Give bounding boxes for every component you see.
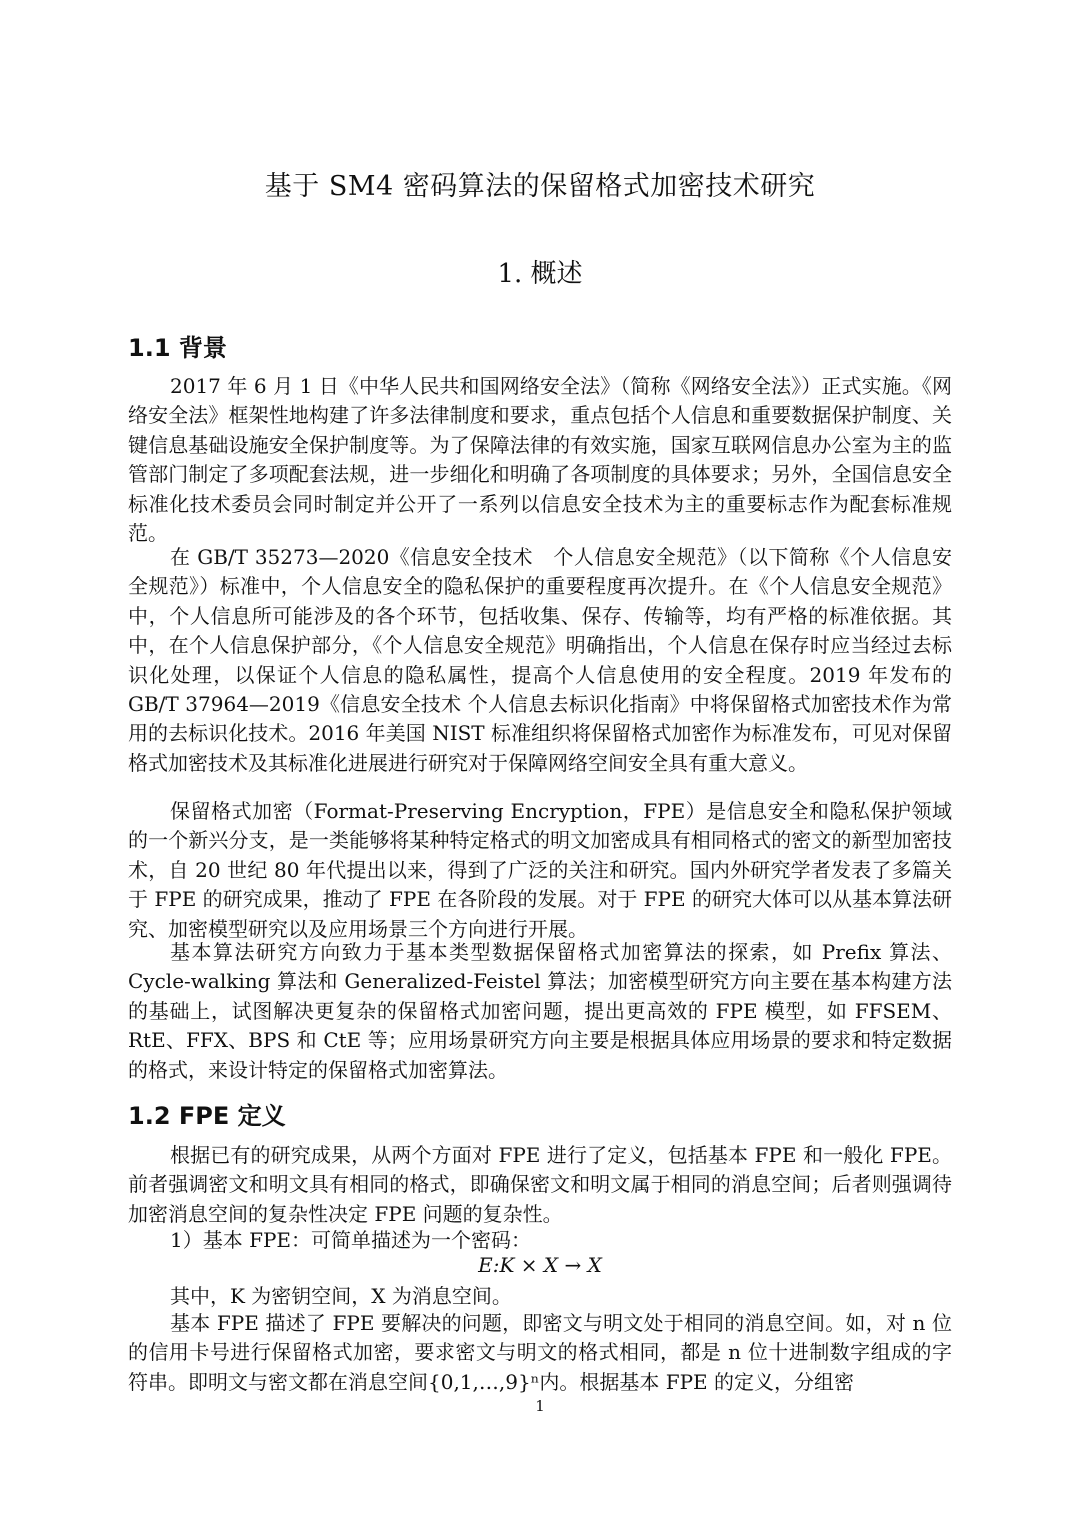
formula-basic-fpe: E:K × X → X xyxy=(478,1253,602,1277)
paragraph-background-1: 2017 年 6 月 1 日《中华人民共和国网络安全法》（简称《网络安全法》）正式实施。《网络安全法》框架性地构建了许多法律制度和要求，重点包括个人信息和重要数据保护制度、关键信息基础设施安全保护制度等。为了保障法律的有效实施，国家互联网信息办公室为主的监管部门制定了多项配套法规，进一步细化和明确了各项制度的具体要求；另外，全国信息安全标准化技术委员会同时制定并公开了一系列以信息安全技术为主的重要标志作为配套标准规范。 xyxy=(128,374,952,546)
paragraph-fpe-definition-2: 基本 FPE 描述了 FPE 要解决的问题，即密文与明文处于相同的消息空间。如，对 n 位的信用卡号进行保留格式加密，要求密文与明文的格式相同，都是 n 位十进制数字组成的字符串。即明文与密文都在消息空间{0,1,…,9}ⁿ内。根据基本 FPE 的定义，分组密 xyxy=(128,1311,952,1394)
document-title: 基于 SM4 密码算法的保留格式加密技术研究 xyxy=(264,171,816,202)
paragraph-background-2: 在 GB/T 35273—2020《信息安全技术 个人信息安全规范》（以下简称《个人信息安全规范》）标准中，个人信息安全的隐私保护的重要程度再次提升。在《个人信息安全规范》中，个人信息所可能涉及的各个环节，包括收集、保存、传输等，均有严格的标准依据。其中，在个人信息保护部分，《个人信息安全规范》明确指出，个人信息在保存时应当经过去标识化处理，以保证个人信息的隐私属性，提高个人信息使用的安全程度。2019 年发布的 GB/T 37964—2019《信息安全技术 个人信息去标识化指南》中将保留格式加密技术作为常用的去标识化技术。2016 年美国 NIST 标准组织将保留格式加密作为标准发布，可见对保留格式加密技术及其标准化进展进行研究对于保障网络空间安全具有重大意义。 xyxy=(128,545,952,775)
formula-explanation: 其中，K 为密钥空间，X 为消息空间。 xyxy=(170,1284,512,1308)
page-number: 1 xyxy=(535,1397,545,1415)
list-item-basic-fpe: 1）基本 FPE：可简单描述为一个密码： xyxy=(170,1228,532,1252)
paragraph-background-4: 基本算法研究方向致力于基本类型数据保留格式加密算法的探索，如 Prefix 算法、Cycle-walking 算法和 Generalized-Feistel 算法；加密模型研究方向主要在基本构建方法的基础上，试图解决更复杂的保留格式加密问题，提出更高效的 FPE 模型，如 FFSEM、RtE、FFX、BPS 和 CtE 等；应用场景研究方向主要是根据具体应用场景的要求和特定数据的格式，来设计特定的保留格式加密算法。 xyxy=(128,940,952,1082)
paragraph-fpe-definition-1: 根据已有的研究成果，从两个方面对 FPE 进行了定义，包括基本 FPE 和一般化 FPE。前者强调密文和明文具有相同的格式，即确保密文和明文属于相同的消息空间；后者则强调待加密消息空间的复杂性决定 FPE 问题的复杂性。 xyxy=(128,1143,952,1226)
paragraph-background-3: 保留格式加密（Format-Preserving Encryption，FPE）是信息安全和隐私保护领域的一个新兴分支，是一类能够将某种特定格式的明文加密成具有相同格式的密文的新型加密技术，自 20 世纪 80 年代提出以来，得到了广泛的关注和研究。国内外研究学者发表了多篇关于 FPE 的研究成果，推动了 FPE 在各阶段的发展。对于 FPE 的研究大体可以从基本算法研究、加密模型研究以及应用场景三个方向进行开展。 xyxy=(128,799,952,941)
section-heading-background: 1.1 背景 xyxy=(128,334,227,362)
chapter-title: 1. 概述 xyxy=(497,259,583,289)
section-heading-fpe-definition: 1.2 FPE 定义 xyxy=(128,1102,286,1130)
